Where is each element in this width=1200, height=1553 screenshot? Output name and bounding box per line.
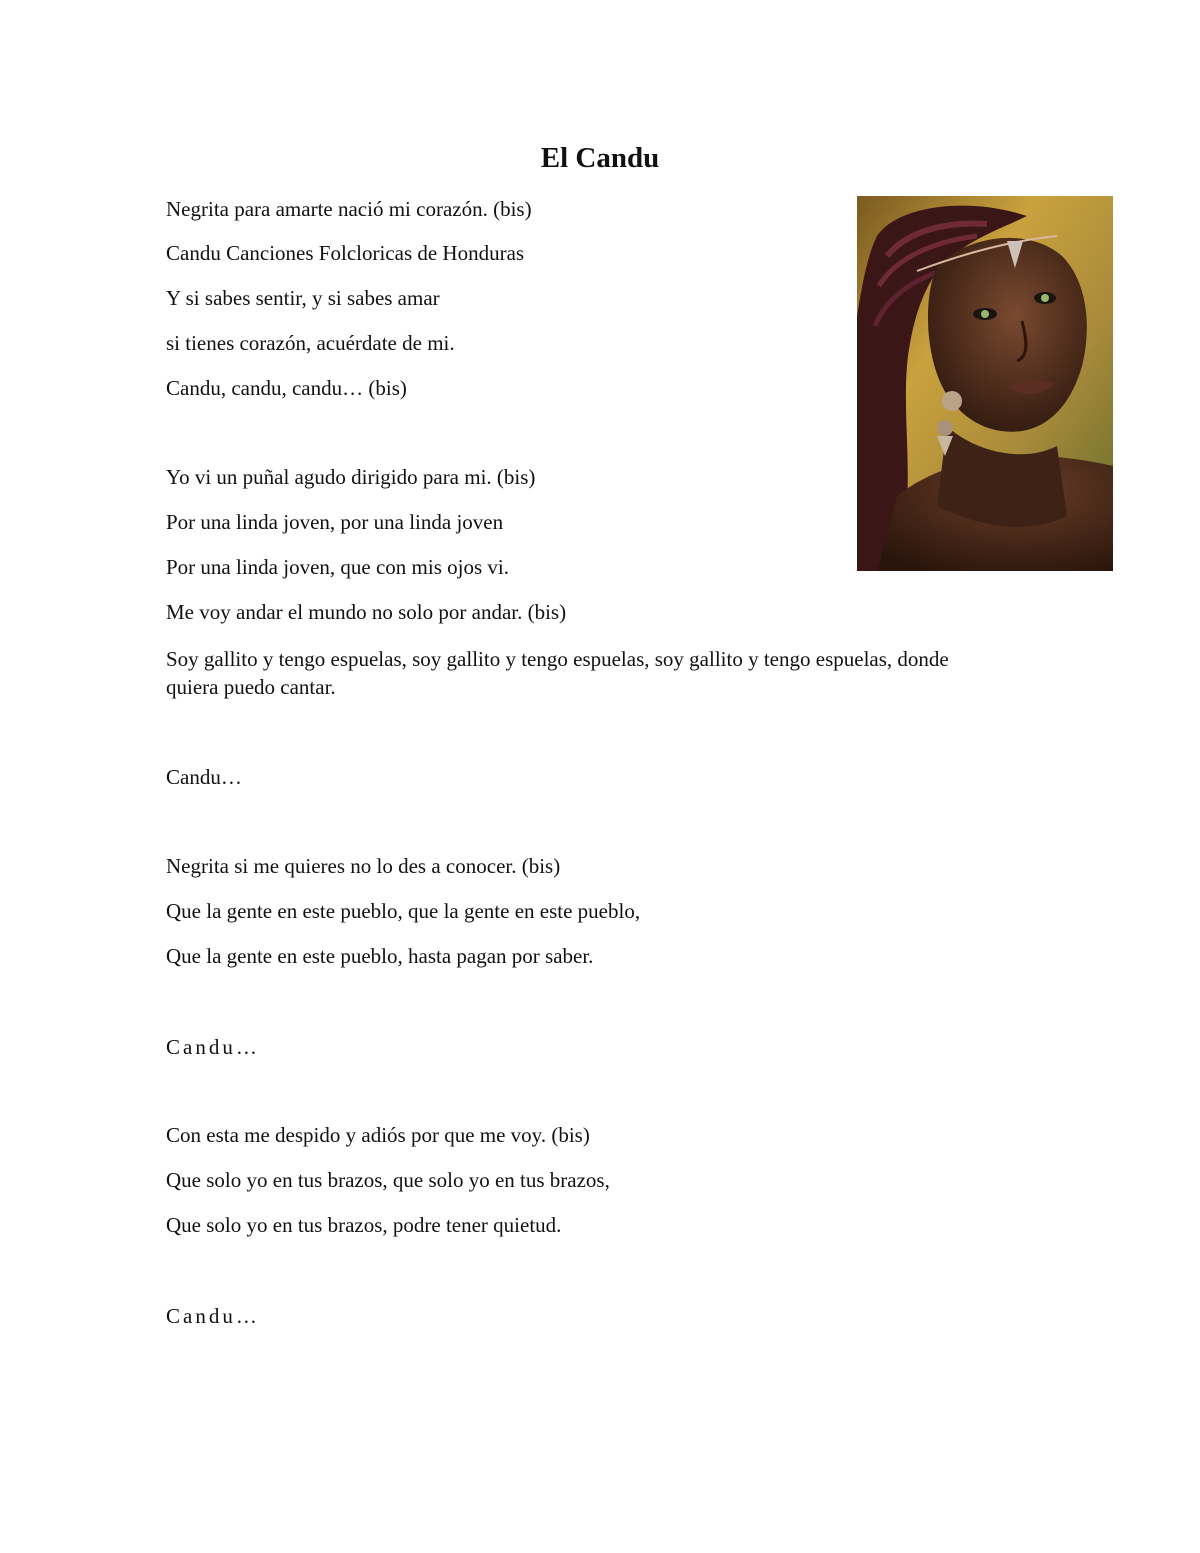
lyric-line: Yo vi un puñal agudo dirigido para mi. (bis) [166, 465, 536, 489]
lyric-line: Candu Canciones Folcloricas de Honduras [166, 241, 525, 265]
lyric-line: si tienes corazón, acuérdate de mi. [166, 331, 455, 355]
lyric-line: Negrita para amarte nació mi corazón. (bis) [166, 197, 532, 221]
portrait-illustration-icon [857, 196, 1113, 571]
lyric-line: Y si sabes sentir, y si sabes amar [166, 286, 440, 310]
lyric-line: Candu, candu, candu… (bis) [166, 376, 407, 400]
chorus-line: Candu… [166, 1304, 260, 1328]
lyric-line: Por una linda joven, por una linda joven [166, 510, 504, 534]
lyric-line: Me voy andar el mundo no solo por andar. (bis) [166, 600, 567, 624]
lyric-line: Negrita si me quieres no lo des a conocer. (bis) [166, 854, 561, 878]
lyric-line: Por una linda joven, que con mis ojos vi. [166, 555, 509, 579]
lyric-line: Que la gente en este pueblo, que la gente en este pueblo, [166, 899, 641, 923]
chorus-line: Candu… [166, 1035, 260, 1059]
lyric-line: Soy gallito y tengo espuelas, soy gallito y tengo espuelas, soy gallito y tengo espuelas, donde quiera puedo cantar. [166, 647, 949, 699]
document-title: El Candu [540, 142, 660, 174]
lyric-line: Que la gente en este pueblo, hasta pagan por saber. [166, 944, 594, 968]
lyric-line: Que solo yo en tus brazos, podre tener quietud. [166, 1213, 562, 1237]
lyric-line: Que solo yo en tus brazos, que solo yo en tus brazos, [166, 1168, 610, 1192]
lyric-line: Con esta me despido y adiós por que me voy. (bis) [166, 1123, 590, 1147]
chorus-line: Candu… [166, 765, 242, 789]
